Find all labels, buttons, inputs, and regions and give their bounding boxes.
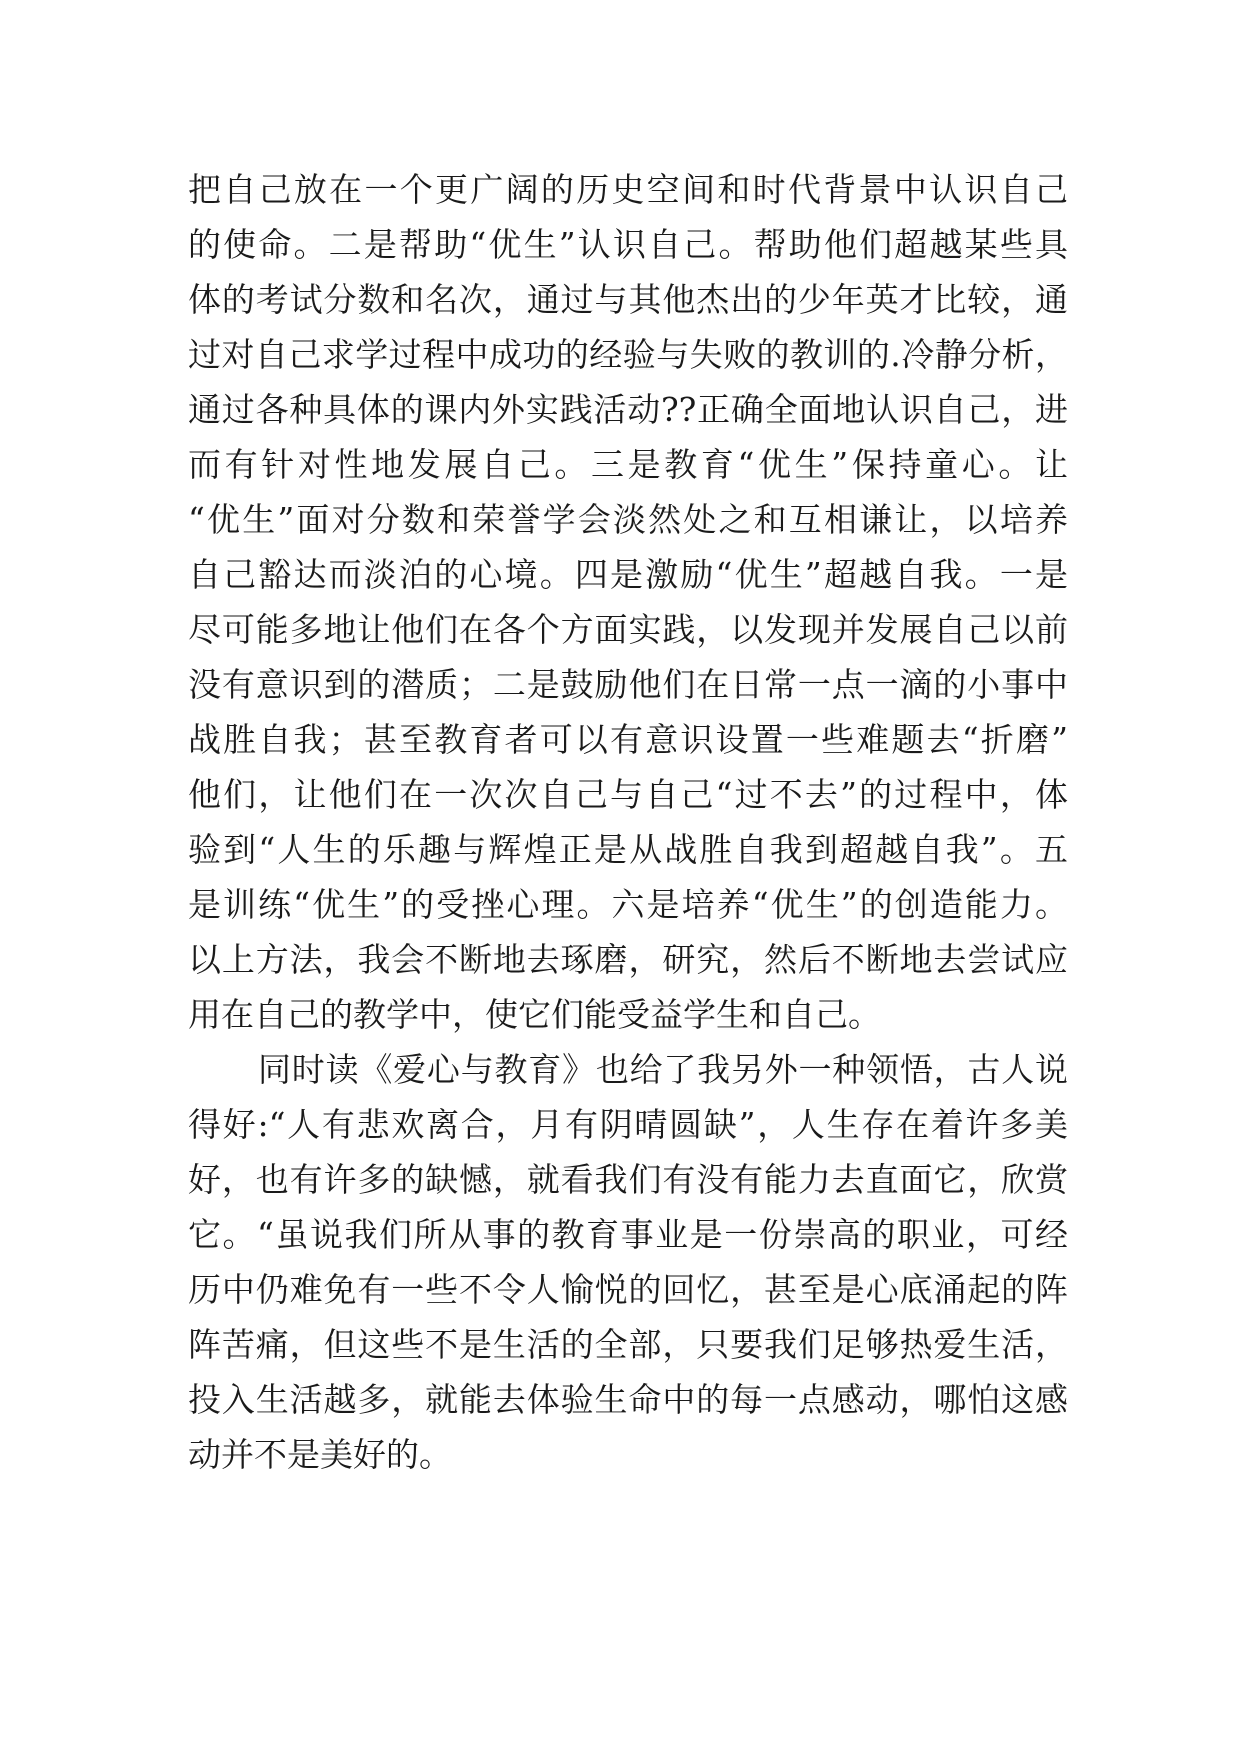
paragraph-line: 用在自己的教学中，使它们能受益学生和自己。 [188,995,881,1034]
paragraph-line: 以上方法，我会不断地去琢磨，研究，然后不断地去尝试应 [188,940,1068,979]
body-text [188,162,1068,1482]
paragraph-line: 得好:“人有悲欢离合，月有阴晴圆缺”，人生存在着许多美 [188,1105,1068,1144]
paragraph-line: 投入生活越多，就能去体验生命中的每一点感动，哪怕这感 [188,1380,1068,1419]
paragraph-line: 把自己放在一个更广阔的历史空间和时代背景中认识自己 [188,170,1068,209]
paragraph-line: 没有意识到的潜质；二是鼓励他们在日常一点一滴的小事中 [188,665,1068,704]
paragraph-line: 通过各种具体的课内外实践活动??正确全面地认识自己，进 [188,390,1068,429]
paragraph-1 [188,162,1068,1042]
paragraph-line: 阵苦痛，但这些不是生活的全部，只要我们足够热爱生活， [188,1325,1068,1364]
paragraph-line: 同时读《爱心与教育》也给了我另外一种领悟，古人说 [258,1050,1068,1089]
paragraph-line: 是训练“优生”的受挫心理。六是培养“优生”的创造能力。 [188,885,1068,924]
paragraph-line: 体的考试分数和名次，通过与其他杰出的少年英才比较，通 [188,280,1068,319]
paragraph-line: 自己豁达而淡泊的心境。四是激励“优生”超越自我。一是 [188,555,1068,594]
paragraph-line: 尽可能多地让他们在各个方面实践，以发现并发展自己以前 [188,610,1068,649]
paragraph-2 [188,1042,1068,1482]
paragraph-line: 好，也有许多的缺憾，就看我们有没有能力去直面它，欣赏 [188,1160,1068,1199]
paragraph-line: 他们，让他们在一次次自己与自己“过不去”的过程中，体 [188,775,1068,814]
paragraph-line: 而有针对性地发展自己。三是教育“优生”保持童心。让 [188,445,1068,484]
paragraph-line: 验到“人生的乐趣与辉煌正是从战胜自我到超越自我”。五 [188,830,1068,869]
paragraph-line: “优生”面对分数和荣誉学会淡然处之和互相谦让，以培养 [188,500,1068,539]
paragraph-line: 动并不是美好的。 [188,1435,452,1474]
paragraph-line: 的使命。二是帮助“优生”认识自己。帮助他们超越某些具 [188,225,1068,264]
paragraph-line: 过对自己求学过程中成功的经验与失败的教训的.冷静分析， [188,335,1068,374]
paragraph-line: 战胜自我；甚至教育者可以有意识设置一些难题去“折磨” [188,720,1068,759]
paragraph-line: 历中仍难免有一些不令人愉悦的回忆，甚至是心底涌起的阵 [188,1270,1068,1309]
paragraph-line: 它。“虽说我们所从事的教育事业是一份崇高的职业，可经 [188,1215,1068,1254]
